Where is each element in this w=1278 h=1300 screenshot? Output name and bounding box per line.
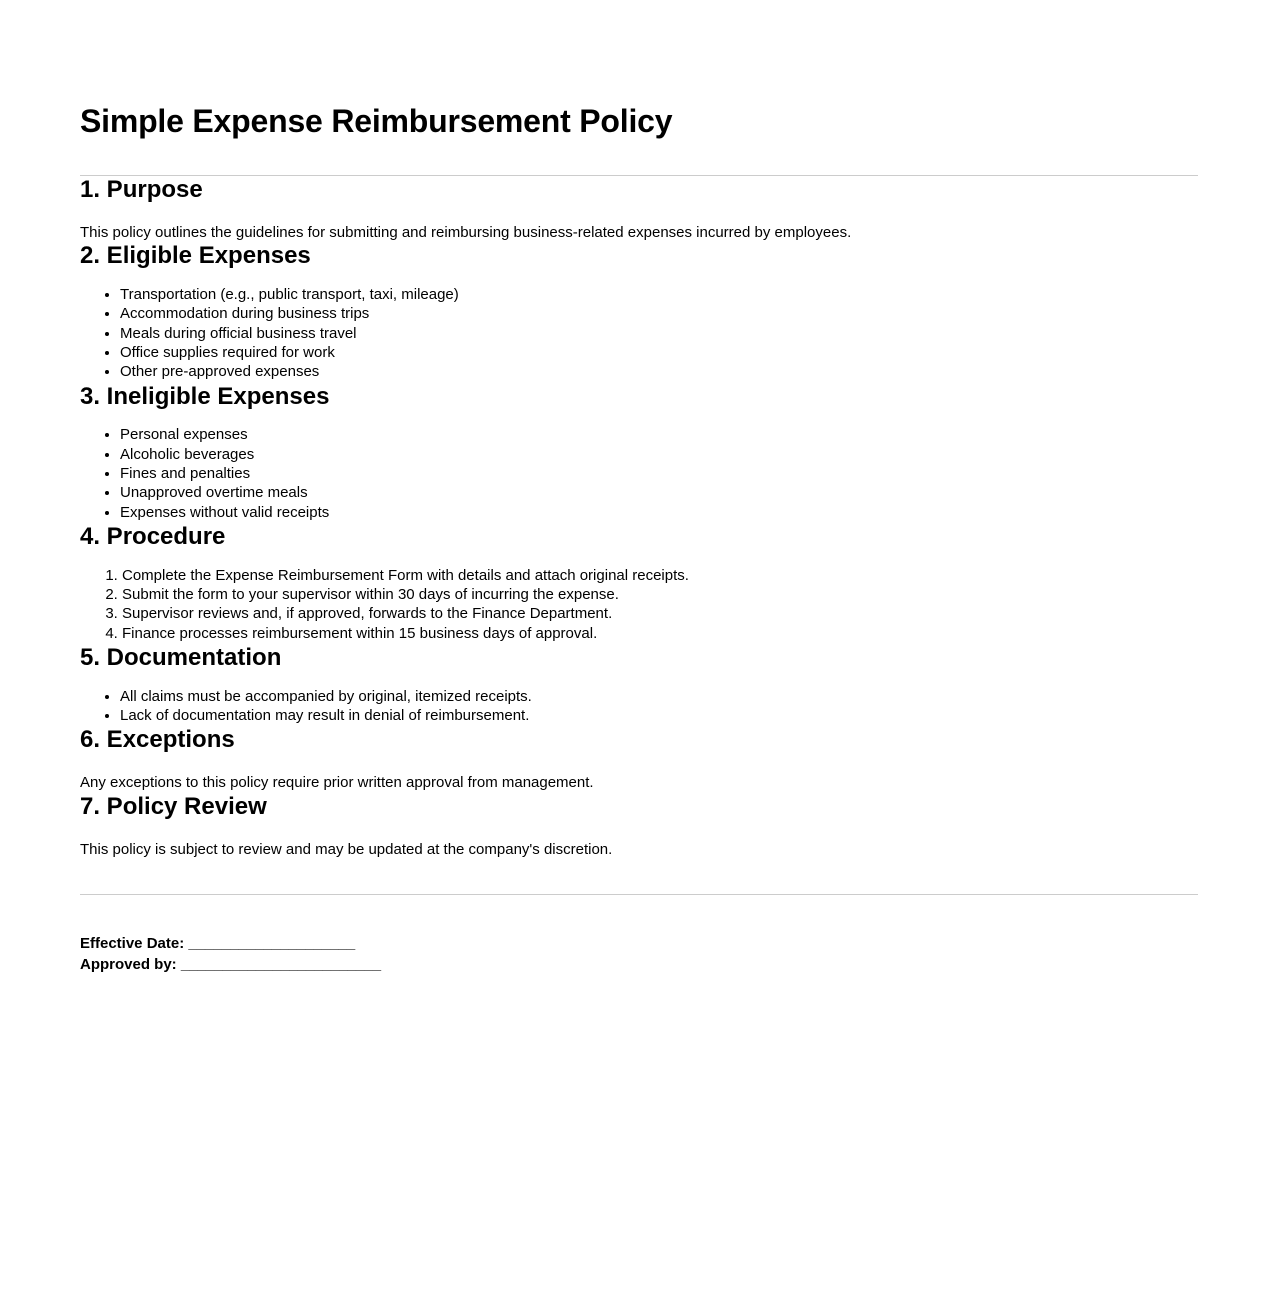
effective-date-field: Effective Date: ____________________ [80, 935, 356, 953]
section-paragraph-policy-review: This policy is subject to review and may be updated at the company's discretion. [80, 840, 613, 858]
approved-by-field: Approved by: ________________________ [80, 955, 382, 973]
list-item: • Fines and penalties [120, 465, 1198, 484]
section-heading-exceptions: 6. Exceptions [80, 726, 235, 754]
documentation-list [80, 688, 1198, 727]
section-heading-documentation: 5. Documentation [80, 643, 282, 671]
list-item: • Office supplies required for work [120, 344, 1198, 363]
list-item: • Lack of documentation may result in denial of reimbursement. [120, 707, 1198, 726]
section-paragraph-exceptions: Any exceptions to this policy require prior written approval from management. [80, 774, 594, 792]
list-item: 1. Complete the Expense Reimbursement Form with details and attach original receipts. [122, 567, 1198, 586]
section-heading-policy-review: 7. Policy Review [80, 792, 267, 820]
section-heading-eligible-expenses: 2. Eligible Expenses [80, 242, 311, 270]
page-title: Simple Expense Reimbursement Policy [80, 103, 673, 139]
list-item: 3. Supervisor reviews and, if approved, forwards to the Finance Department. [122, 605, 1198, 624]
list-item: • Accommodation during business trips [120, 305, 1198, 324]
list-item: 4. Finance processes reimbursement within 15 business days of approval. [122, 625, 1198, 644]
footer-divider [80, 894, 1198, 895]
list-item: • Alcoholic beverages [120, 446, 1198, 465]
procedure-steps-list [80, 567, 1198, 644]
signature-block [80, 934, 1198, 975]
list-item: • Expenses without valid receipts [120, 504, 1198, 523]
list-item: • All claims must be accompanied by original, itemized receipts. [120, 688, 1198, 707]
list-item: • Transportation (e.g., public transport, taxi, mileage) [120, 286, 1198, 305]
list-item: • Other pre-approved expenses [120, 363, 1198, 382]
list-item: • Meals during official business travel [120, 325, 1198, 344]
section-paragraph-purpose: This policy outlines the guidelines for submitting and reimbursing business-related expenses incurred by employees. [80, 223, 852, 241]
list-item: • Personal expenses [120, 426, 1198, 445]
eligible-expenses-list [80, 286, 1198, 382]
list-item: 2. Submit the form to your supervisor within 30 days of incurring the expense. [122, 586, 1198, 605]
ineligible-expenses-list [80, 426, 1198, 522]
list-item: • Unapproved overtime meals [120, 484, 1198, 503]
section-heading-procedure: 4. Procedure [80, 522, 226, 550]
section-heading-purpose: 1. Purpose [80, 175, 203, 203]
section-heading-ineligible-expenses: 3. Ineligible Expenses [80, 382, 330, 410]
